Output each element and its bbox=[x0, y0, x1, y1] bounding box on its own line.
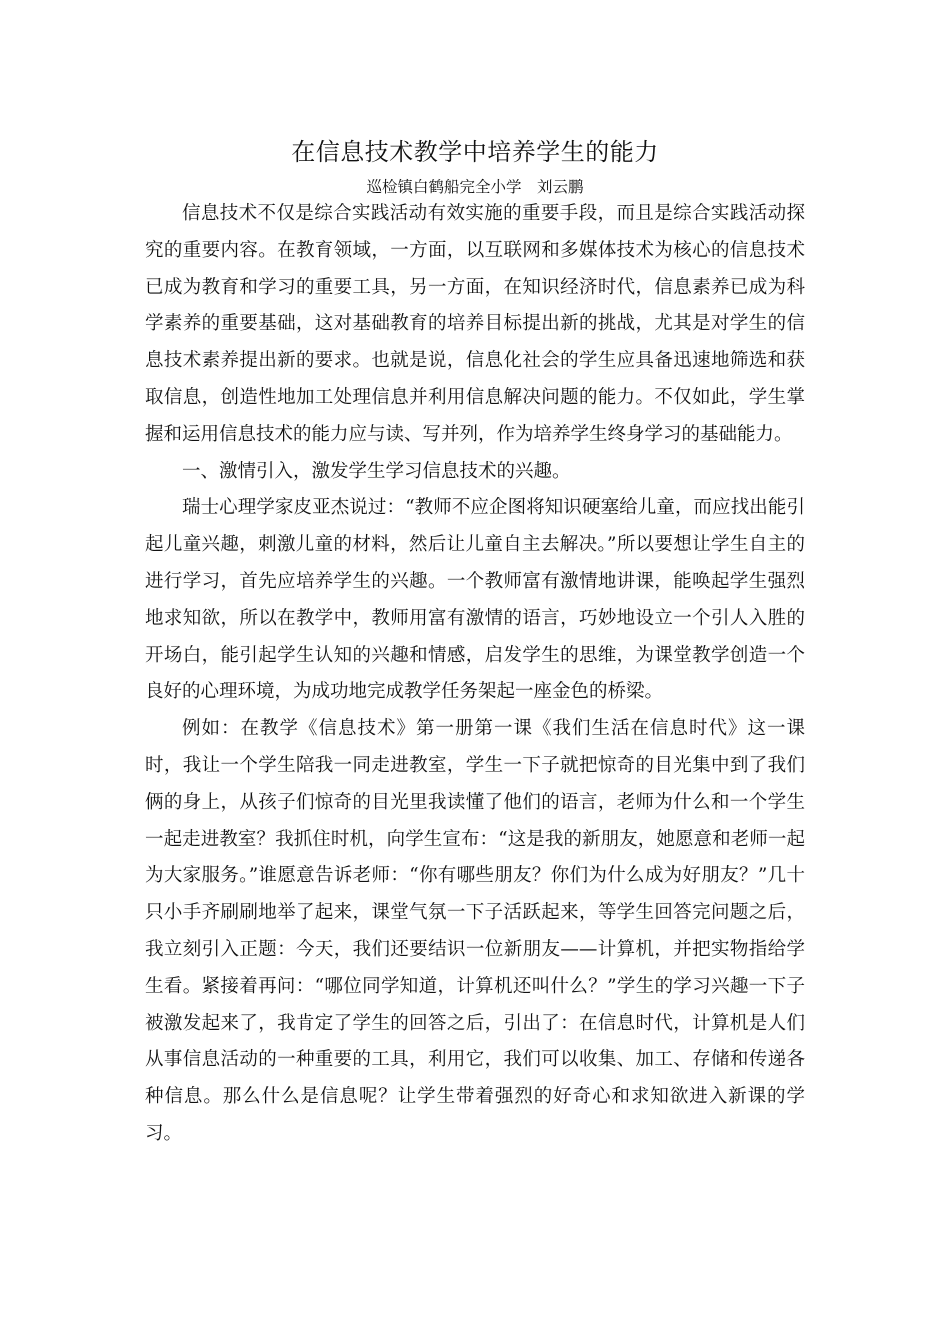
paragraph-piaget-quote: 瑞士心理学家皮亚杰说过：“教师不应企图将知识硬塞给儿童，而应找出能引起儿童兴趣，刺激儿童的材料，然后让儿童自主去解决。”所以要想让学生自主的进行学习，首先应培养学生的兴趣。一个教师富有激情地讲课，能唤起学生强烈地求知欲，所以在教学中，教师用富有激情的语言，巧妙地设立一个引人入胜的开场白，能引起学生认知的兴趣和情感，启发学生的思维，为课堂教学创造一个良好的心理环境，为成功地完成教学任务架起一座金色的桥梁。 bbox=[145, 497, 805, 703]
document-title: 在信息技术教学中培养学生的能力 bbox=[291, 138, 659, 166]
author-line: 巡检镇白鹤船完全小学 刘云鹏 bbox=[366, 178, 584, 196]
paragraph-intro: 信息技术不仅是综合实践活动有效实施的重要手段，而且是综合实践活动探究的重要内容。在教育领域，一方面，以互联网和多媒体技术为核心的信息技术已成为教育和学习的重要工具，另一方面，在知识经济时代，信息素养已成为科学素养的重要基础，这对基础教育的培养目标提出新的挑战，尤其是对学生的信息技术素养提出新的要求。也就是说，信息化社会的学生应具备迅速地筛选和获取信息，创造性地加工处理信息并利用信息解决问题的能力。不仅如此，学生掌握和运用信息技术的能力应与读、写并列，作为培养学生终身学习的基础能力。 bbox=[145, 203, 805, 445]
section-heading-1: 一、激情引入，激发学生学习信息技术的兴趣。 bbox=[182, 460, 571, 482]
document-body bbox=[145, 196, 805, 1153]
paragraph-example: 例如：在教学《信息技术》第一册第一课《我们生活在信息时代》这一课时，我让一个学生陪我一同走进教室，学生一下子就把惊奇的目光集中到了我们俩的身上，从孩子们惊奇的目光里我读懂了他们的语言，老师为什么和一个学生一起走进教室？我抓住时机，向学生宣布：“这是我的新朋友，她愿意和老师一起为大家服务。”谁愿意告诉老师：“你有哪些朋友？你们为什么成为好朋友？”几十只小手齐刷刷地举了起来，课堂气氛一下子活跃起来，等学生回答完问题之后，我立刻引入正题：今天，我们还要结识一位新朋友——计算机，并把实物指给学生看。紧接着再问：“哪位同学知道，计算机还叫什么？”学生的学习兴趣一下子被激发起来了，我肯定了学生的回答之后，引出了：在信息时代，计算机是人们从事信息活动的一种重要的工具，利用它，我们可以收集、加工、存储和传递各种信息。那么什么是信息呢？让学生带着强烈的好奇心和求知欲进入新课的学习。 bbox=[145, 718, 805, 1144]
